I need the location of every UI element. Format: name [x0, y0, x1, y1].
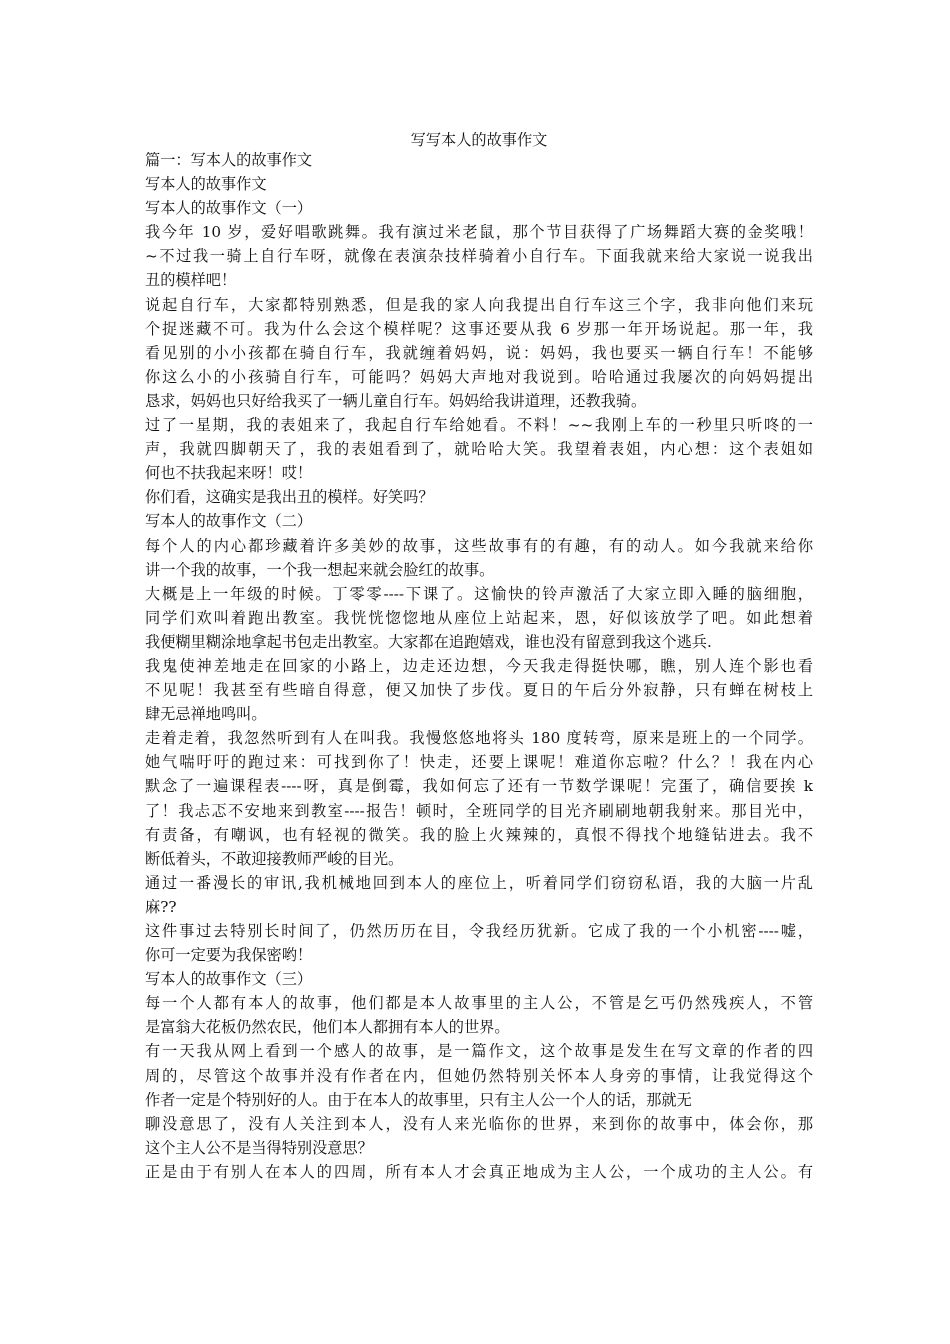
text-line: 了！我忐忑不安地来到教室----报告！顿时，全班同学的目光齐刷刷地朝我射来。那目光中，	[145, 801, 813, 820]
text-line: 有一天我从网上看到一个感人的故事，是一篇作文，这个故事是发生在写文章的作者的四	[145, 1042, 813, 1061]
text-line: 我今年 10 岁，爱好唱歌跳舞。我有演过米老鼠，那个节目获得了广场舞蹈大赛的金奖哦！	[145, 223, 813, 242]
text-line: 写本人的故事作文（二）	[145, 512, 313, 531]
text-line: 通过一番漫长的审讯,我机械地回到本人的座位上，听着同学们窃窃私语，我的大脑一片乱	[145, 873, 813, 892]
text-line: 看见别的小小孩都在骑自行车，我就缠着妈妈，说：妈妈，我也要买一辆自行车！不能够	[145, 343, 813, 362]
text-line: 过了一星期，我的表姐来了，我起自行车给她看。不料！~~我刚上车的一秒里只听咚的一	[145, 416, 813, 435]
text-line: 作者一定是个特别好的人。由于在本人的故事里，只有主人公一个人的话，那就无	[145, 1090, 692, 1109]
text-line: 声，我就四脚朝天了，我的表姐看到了，就哈哈大笑。我望着表姐，内心想：这个表姐如	[145, 440, 813, 459]
text-line: 默念了一遍课程表----呀，真是倒霉，我如何忘了还有一节数学课呢！完蛋了，确信要挨 k	[145, 777, 813, 796]
text-line: 何也不扶我起来呀！哎！	[145, 464, 313, 483]
text-line: 篇一：写本人的故事作文	[145, 151, 313, 169]
text-line: 恳求，妈妈也只好给我买了一辆儿童自行车。妈妈给我讲道理，还教我骑。	[145, 391, 647, 410]
text-line: 同学们欢叫着跑出教室。我恍恍惚惚地从座位上站起来，恩，好似该放学了吧。如此想着	[145, 608, 813, 627]
text-line: 肆无忌禅地鸣叫。	[145, 705, 267, 724]
text-line: 正是由于有别人在本人的四周，所有本人才会真正地成为主人公，一个成功的主人公。有	[145, 1162, 813, 1181]
document-title: 写写本人的故事作文	[410, 131, 548, 149]
text-line: 是富翁大花板仍然农民，他们本人都拥有本人的世界。	[145, 1018, 510, 1037]
text-line: 有责备，有嘲讽，也有轻视的微笑。我的脸上火辣辣的，真恨不得找个地缝钻进去。我不	[145, 825, 813, 844]
text-line: 周的，尽管这个故事并没有作者在内，但她仍然特别关怀本人身旁的事情，让我觉得这个	[145, 1066, 813, 1085]
text-line: 不见呢！我甚至有些暗自得意，便又加快了步伐。夏日的午后分外寂静，只有蝉在树枝上	[145, 681, 813, 700]
text-line: 你这么小的小孩骑自行车，可能吗？妈妈大声地对我说到。哈哈通过我屡次的向妈妈提出	[145, 367, 813, 386]
text-line: 写本人的故事作文（三）	[145, 970, 313, 989]
text-line: 讲一个我的故事，一个我一想起来就会脸红的故事。	[145, 560, 495, 579]
text-line: 她气喘吁吁的跑过来：可找到你了！快走，还要上课呢！难道你忘啦？什么？！我在内心	[145, 753, 813, 772]
text-line: 聊没意思了，没有人关注到本人，没有人来光临你的世界，来到你的故事中，体会你，那	[145, 1114, 813, 1133]
text-line: 说起自行车，大家都特别熟悉，但是我的家人向我提出自行车这三个字，我非向他们来玩	[145, 295, 813, 314]
document-body	[145, 148, 813, 1184]
text-line: 我鬼使神差地走在回家的小路上，边走还边想，今天我走得挺快哪，瞧，别人连个影也看	[145, 656, 813, 675]
text-line: 每一个人都有本人的故事，他们都是本人故事里的主人公，不管是乞丐仍然残疾人，不管	[145, 994, 813, 1013]
text-line: 丑的模样吧！	[145, 271, 237, 290]
text-line: 断低着头，不敢迎接教师严峻的目光。	[145, 849, 404, 868]
text-line: ~不过我一骑上自行车呀，就像在表演杂技样骑着小自行车。下面我就来给大家说一说我出	[145, 247, 813, 266]
text-line: 每个人的内心都珍藏着许多美妙的故事，这些故事有的有趣，有的动人。如今我就来给你	[145, 536, 813, 555]
text-line: 大概是上一年级的时候。丁零零----下课了。这愉快的铃声激活了大家立即入睡的脑细胞，	[145, 584, 813, 603]
text-line: 这件事过去特别长时间了，仍然历历在目，令我经历犹新。它成了我的一个小机密----嘘，	[145, 922, 813, 940]
text-line: 这个主人公不是当得特别没意思？	[145, 1138, 373, 1157]
text-line: 走着走着，我忽然听到有人在叫我。我慢悠悠地将头 180 度转弯，原来是班上的一个同学。	[145, 729, 813, 748]
text-line: 个捉迷藏不可。我为什么会这个模样呢？这事还要从我 6 岁那一年开场说起。那一年，我	[145, 319, 813, 338]
text-line: 我便糊里糊涂地拿起书包走出教室。大家都在追跑嬉戏，谁也没有留意到我这个逃兵.	[145, 632, 712, 651]
text-line: 写本人的故事作文（一）	[145, 199, 313, 218]
text-line: 你可一定要为我保密哟！	[145, 946, 313, 965]
text-line: 写本人的故事作文	[145, 175, 267, 194]
text-line: 你们看，这确实是我出丑的模样。好笑吗？	[145, 488, 434, 507]
text-line: 麻??	[145, 897, 177, 916]
